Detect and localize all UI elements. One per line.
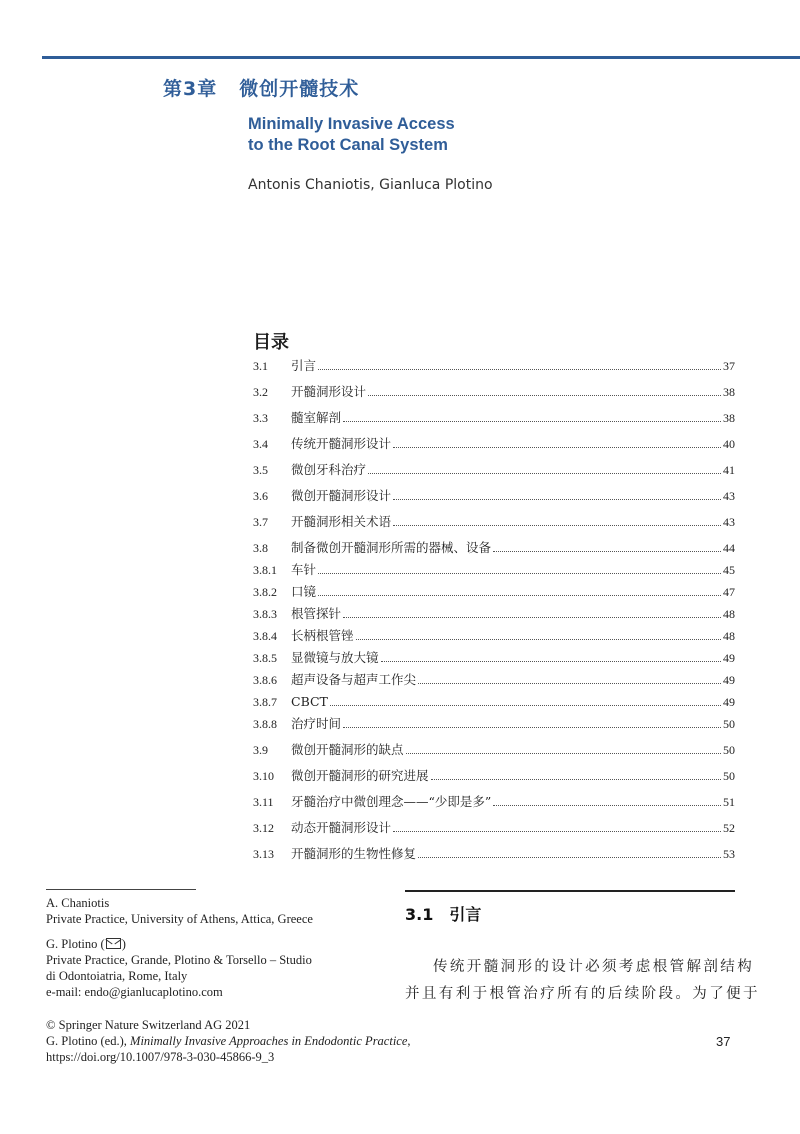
citation-suffix: , [407, 1034, 411, 1048]
toc-entry[interactable] [253, 816, 735, 836]
toc-entry-number: 3.8.4 [253, 629, 277, 643]
toc-entry-page: 43 [723, 515, 735, 529]
toc-entry-title: 超声设备与超声工作尖 [291, 672, 417, 687]
toc-entry-page: 41 [723, 463, 735, 477]
toc-entry[interactable] [253, 790, 735, 810]
toc-entry[interactable] [253, 602, 735, 622]
envelope-icon [106, 938, 121, 949]
chapter-title-en-line2: to the Root Canal System [248, 136, 448, 154]
citation-book-title: Minimally Invasive Approaches in Endodontic Practice [130, 1034, 408, 1048]
toc-entry-page: 50 [723, 743, 735, 757]
body-text-line: 传统开髓洞形的设计必须考虑根管解剖结构 [433, 959, 755, 975]
section-title: 引言 [449, 905, 482, 924]
toc-entry-number: 3.10 [253, 769, 274, 783]
toc-entry-number: 3.1 [253, 359, 268, 373]
top-rule [42, 56, 800, 59]
toc-leader-dots [393, 447, 721, 448]
toc-entry-title: 根管探针 [291, 606, 342, 621]
toc-entry-number: 3.6 [253, 489, 268, 503]
toc-entry[interactable] [253, 458, 735, 478]
toc-leader-dots [318, 369, 721, 370]
toc-entry[interactable] [253, 646, 735, 666]
chapter-number: 第3章 [163, 78, 218, 100]
author1-name: A. Chaniotis [46, 896, 110, 910]
toc-entry[interactable] [253, 558, 735, 578]
toc-entry-title: 开髓洞形相关术语 [291, 514, 392, 529]
toc-leader-dots [368, 395, 721, 396]
toc-entry-number: 3.12 [253, 821, 274, 835]
chapter-title-en-line1: Minimally Invasive Access [248, 115, 455, 133]
toc-entry[interactable] [253, 510, 735, 530]
toc-entry-title: 微创牙科治疗 [291, 462, 367, 477]
toc-entry-title: 车针 [291, 562, 317, 577]
toc-entry-page: 50 [723, 769, 735, 783]
copyright: © Springer Nature Switzerland AG 2021 [46, 1018, 251, 1032]
toc-entry[interactable] [253, 842, 735, 862]
toc-entry[interactable] [253, 354, 735, 374]
toc-entry[interactable] [253, 690, 735, 710]
toc-entry[interactable] [253, 406, 735, 426]
doi-link[interactable]: https://doi.org/10.1007/978-3-030-45866-9_3 [46, 1050, 275, 1064]
toc-leader-dots [418, 857, 721, 858]
section-number: 3.1 [405, 905, 434, 924]
toc-entry-title: 开髓洞形设计 [291, 384, 367, 399]
toc-entry-title: 微创开髓洞形设计 [291, 488, 392, 503]
toc-entry-page: 45 [723, 563, 735, 577]
toc-entry-title: 牙髓治疗中微创理念——“少即是多” [291, 794, 492, 809]
toc-entry-number: 3.13 [253, 847, 274, 861]
toc-entry-number: 3.8.3 [253, 607, 277, 621]
toc-leader-dots [393, 831, 721, 832]
toc-entry-number: 3.8 [253, 541, 268, 555]
toc-entry-number: 3.8.1 [253, 563, 277, 577]
toc-entry[interactable] [253, 712, 735, 732]
toc-entry-number: 3.7 [253, 515, 268, 529]
toc-leader-dots [343, 617, 721, 618]
toc-leader-dots [406, 753, 721, 754]
toc-entry-page: 50 [723, 717, 735, 731]
toc-entry-title: 髓室解剖 [291, 410, 342, 425]
author-email[interactable]: e-mail: endo@gianlucaplotino.com [46, 985, 223, 999]
section-heading [405, 902, 481, 925]
toc-leader-dots [318, 595, 721, 596]
toc-entry-page: 49 [723, 651, 735, 665]
toc-entry-title: 制备微创开髓洞形所需的器械、设备 [291, 540, 492, 555]
toc-leader-dots [493, 805, 721, 806]
citation-prefix: G. Plotino (ed.), [46, 1034, 131, 1048]
toc-leader-dots [343, 421, 721, 422]
toc-entry-number: 3.4 [253, 437, 268, 451]
toc-entry-title: 口镜 [291, 584, 317, 599]
chapter-title [163, 74, 359, 101]
citation [46, 1033, 411, 1049]
toc-entry-page: 48 [723, 607, 735, 621]
toc-entry[interactable] [253, 668, 735, 688]
toc-entry-number: 3.3 [253, 411, 268, 425]
toc-leader-dots [493, 551, 721, 552]
toc-leader-dots [368, 473, 721, 474]
toc-entry-title: 显微镜与放大镜 [291, 650, 379, 665]
toc-entry-number: 3.8.5 [253, 651, 277, 665]
toc-entry-page: 38 [723, 411, 735, 425]
toc-entry-number: 3.8.7 [253, 695, 277, 709]
toc-entry-number: 3.2 [253, 385, 268, 399]
toc-entry-page: 49 [723, 673, 735, 687]
toc-entry-title: 长柄根管锉 [291, 628, 354, 643]
toc-entry-page: 51 [723, 795, 735, 809]
toc-entry-title: 微创开髓洞形的缺点 [291, 742, 404, 757]
author2-affiliation-1: Private Practice, Grande, Plotino & Torsello – Studio [46, 953, 312, 967]
toc-leader-dots [356, 639, 721, 640]
toc-leader-dots [431, 779, 721, 780]
toc-entry[interactable] [253, 536, 735, 556]
toc-entry-number: 3.5 [253, 463, 268, 477]
toc-entry[interactable] [253, 484, 735, 504]
toc-entry-page: 49 [723, 695, 735, 709]
toc-entry[interactable] [253, 432, 735, 452]
toc-entry-page: 52 [723, 821, 735, 835]
toc-leader-dots [343, 727, 721, 728]
footnote-rule [46, 889, 196, 890]
toc-entry-page: 53 [723, 847, 735, 861]
toc-entry-page: 48 [723, 629, 735, 643]
page-number: 37 [716, 1034, 731, 1049]
toc-entry-title: 传统开髓洞形设计 [291, 436, 392, 451]
toc-entry-page: 43 [723, 489, 735, 503]
toc-entry-title: 治疗时间 [291, 716, 342, 731]
toc-entry-page: 47 [723, 585, 735, 599]
toc-leader-dots [318, 573, 721, 574]
toc-entry-title: 动态开髓洞形设计 [291, 820, 392, 835]
toc-leader-dots [393, 499, 721, 500]
toc-entry[interactable] [253, 764, 735, 784]
toc-entry-title: 开髓洞形的生物性修复 [291, 846, 417, 861]
chapter-title-cn: 微创开髓技术 [239, 78, 360, 100]
toc-entry[interactable] [253, 624, 735, 644]
section-rule [405, 890, 735, 892]
toc-entry[interactable] [253, 738, 735, 758]
toc-entry-title: CBCT [291, 694, 328, 709]
toc-entry-page: 44 [723, 541, 735, 555]
toc-leader-dots [393, 525, 721, 526]
toc-entry-page: 40 [723, 437, 735, 451]
toc-entry-title: 引言 [291, 358, 317, 373]
toc-entry-number: 3.8.6 [253, 673, 277, 687]
toc-entry[interactable] [253, 380, 735, 400]
toc-entry-number: 3.11 [253, 795, 274, 809]
chapter-title-en [248, 114, 455, 156]
toc-entry[interactable] [253, 580, 735, 600]
authors: Antonis Chaniotis, Gianluca Plotino [248, 177, 493, 193]
author2-name: G. Plotino [46, 937, 98, 951]
toc-entry-page: 38 [723, 385, 735, 399]
toc-heading: 目录 [253, 332, 289, 353]
author1-affiliation: Private Practice, University of Athens, Attica, Greece [46, 912, 313, 926]
toc-entry-number: 3.8.2 [253, 585, 277, 599]
toc-leader-dots [418, 683, 721, 684]
toc-entry-number: 3.9 [253, 743, 268, 757]
author2-line: G. Plotino ( ) [46, 937, 126, 951]
author2-affiliation-2: di Odontoiatria, Rome, Italy [46, 969, 188, 983]
toc-entry-title: 微创开髓洞形的研究进展 [291, 768, 429, 783]
toc-entry-page: 37 [723, 359, 735, 373]
body-text-line: 并且有利于根管治疗所有的后续阶段。为了便于 [405, 986, 760, 1002]
toc-leader-dots [381, 661, 721, 662]
toc-entry-number: 3.8.8 [253, 717, 277, 731]
toc-leader-dots [330, 705, 721, 706]
